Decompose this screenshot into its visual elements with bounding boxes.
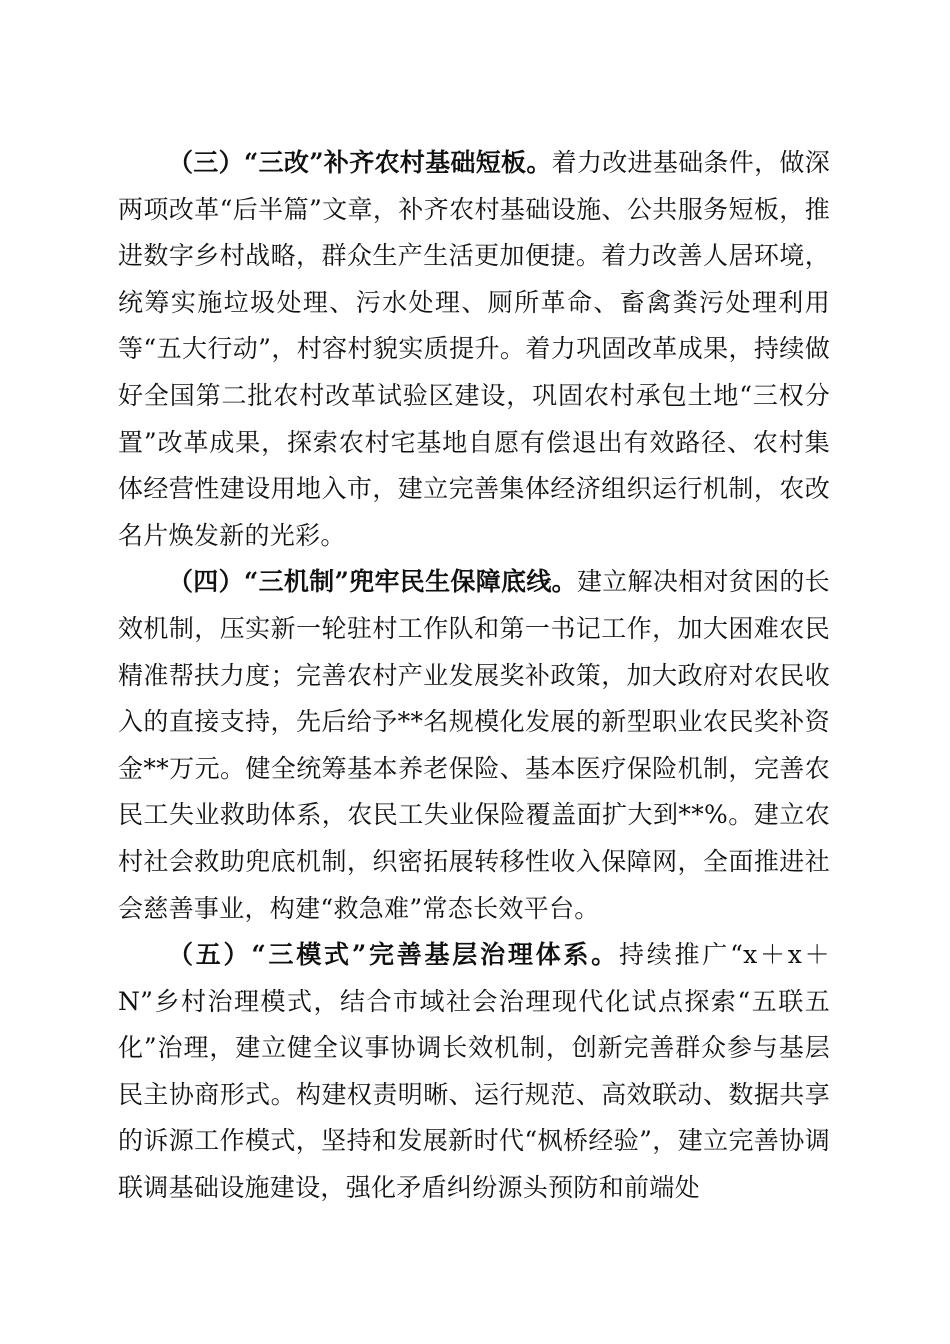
paragraph-section-3 — [118, 140, 830, 559]
section-3-heading: （三）“三改”补齐农村基础短板。 — [168, 148, 552, 177]
section-3-body: 着力改进基础条件，做深两项改革“后半篇”文章，补齐农村基础设施、公共服务短板，推进数字乡村战略，群众生产生活更加便捷。着力改善人居环境，统筹实施垃圾处理、污水处理、厕所革命、畜禽粪污处理利用等“五大行动”，村容村貌实质提升。着力巩固改革成果，持续做好全国第二批农村改革试验区建设，巩固农村承包土地“三权分置”改革成果，探索农村宅基地自愿有偿退出有效路径、农村集体经营性建设用地入市，建立完善集体经济组织运行机制，农改名片焕发新的光彩。 — [118, 148, 830, 550]
section-5-heading: （五）“三模式”完善基层治理体系。 — [168, 940, 619, 970]
section-4-body: 建立解决相对贫困的长效机制，压实新一轮驻村工作队和第一书记工作，加大困难农民精准帮扶力度；完善农村产业发展奖补政策，加大政府对农民收入的直接支持，先后给予**名规模化发展的新型职业农民奖补资金**万元。健全统筹基本养老保险、基本医疗保险机制，完善农民工失业救助体系，农民工失业保险覆盖面扩大到**%。建立农村社会救助兜底机制，织密拓展转移性收入保障网，全面推进社会慈善事业，构建“救急难”常态长效平台。 — [118, 567, 830, 923]
paragraph-section-4 — [118, 559, 830, 932]
paragraph-section-5 — [118, 932, 830, 1212]
document-body — [118, 140, 830, 1212]
section-4-heading: （四）“三机制”兜牢民生保障底线。 — [168, 567, 577, 597]
section-5-body: 持续推广“x＋x＋N”乡村治理模式，结合市域社会治理现代化试点探索“五联五化”治理，建立健全议事协调长效机制，创新完善群众参与基层民主协商形式。构建权责明晰、运行规范、高效联动、数据共享的诉源工作模式，坚持和发展新时代“枫桥经验”，建立完善协调联调基础设施建设，强化矛盾纠纷源头预防和前端处 — [118, 940, 830, 1203]
